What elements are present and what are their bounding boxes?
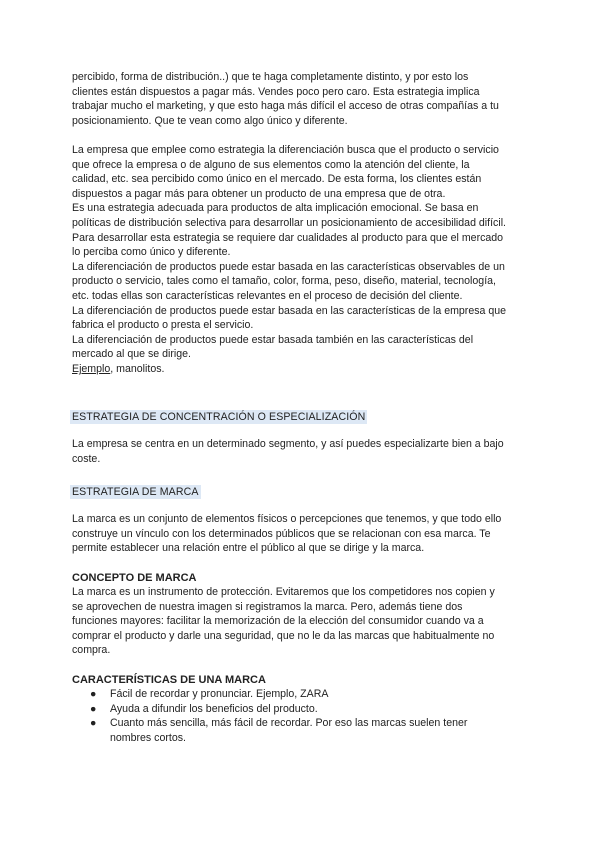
- text-line: clientes están dispuestos a pagar más. Vendes poco pero caro. Esta estrategia implica: [72, 85, 480, 98]
- subheading-caracteristicas: [72, 673, 532, 687]
- text-line: que ofrece la empresa o de alguno de sus elementos como la atención del cliente, la: [72, 158, 470, 171]
- text-line: mercado al que se dirige.: [72, 348, 191, 361]
- text-line: construye un vínculo con los determinados públicos que se relacionan con esa marca. Te: [72, 527, 491, 540]
- subheading: CARACTERÍSTICAS DE UNA MARCA: [72, 674, 266, 686]
- text-line: percibido, forma de distribución..) que te haga completamente distinto, y por esto los: [72, 71, 469, 83]
- text-line: trabajar mucho el marketing, y que esto haga más difícil el acceso de otras compañías a tu: [72, 100, 499, 113]
- bullet-icon: ●: [90, 688, 97, 700]
- paragraph-concepto: [72, 585, 532, 658]
- text-line: etc. todas ellas son características relevantes en el proceso de decisión del cliente.: [72, 289, 463, 302]
- text-line: permite establecer una relación entre el público al que se dirige y la marca.: [72, 542, 425, 555]
- text-line: fabrica el producto o presta el servicio.: [72, 319, 254, 332]
- subheading-concepto: [72, 571, 532, 585]
- text-line: dispuestos a pagar más para obtener un producto de una empresa que de otra.: [72, 187, 446, 200]
- text-line: La diferenciación de productos puede estar basada en las características observables de un: [72, 260, 505, 273]
- text-line: La diferenciación de productos puede estar basada también en las características del: [72, 333, 474, 346]
- text-line: lo perciba como único y diferente.: [72, 246, 231, 259]
- section-heading-concentracion: [72, 407, 532, 425]
- list-item: [72, 702, 532, 717]
- text-line: coste.: [72, 452, 101, 465]
- text-line: políticas de distribución selectiva para desarrollar un posicionamiento de accesibilidad difícil.: [72, 216, 506, 229]
- section-heading-marca: [72, 482, 532, 500]
- list-item: [72, 687, 532, 702]
- bullet-icon: ●: [90, 717, 97, 730]
- text-line: calidad, etc. sea percibido como único en el mercado. De esta forma, los clientes están: [72, 173, 482, 186]
- bullet-icon: ●: [90, 702, 97, 715]
- text-line: comprar el producto y darle una seguridad, que no le da las marcas que habitualmente no: [72, 629, 495, 642]
- example-text: , manolitos.: [110, 362, 165, 375]
- text-line: Ayuda a difundir los beneficios del producto.: [110, 702, 318, 715]
- paragraph-marca: [72, 512, 532, 556]
- list-item: [72, 716, 532, 745]
- text-line: compra.: [72, 644, 111, 657]
- text-line: funciones mayores: facilitar la memorización de la elección del consumidor cuando va a: [72, 615, 484, 628]
- text-line: Cuanto más sencilla, más fácil de recordar. Por eso las marcas suelen tener: [110, 717, 468, 730]
- paragraph-diferenciacion: [72, 143, 532, 377]
- paragraph-intro: [72, 70, 532, 128]
- text-line: Para desarrollar esta estrategia se requiere dar cualidades al producto para que el mercado: [72, 231, 504, 244]
- text-line: producto o servicio, tales como el tamaño, color, forma, peso, diseño, material, tecnología,: [72, 275, 496, 288]
- example-line: [72, 362, 532, 377]
- text-line: Fácil de recordar y pronunciar. Ejemplo, ZARA: [110, 688, 329, 700]
- text-line: La empresa se centra en un determinado segmento, y así puedes especializarte bien a bajo: [72, 438, 504, 450]
- text-line: Es una estrategia adecuada para productos de alta implicación emocional. Se basa en: [72, 202, 479, 215]
- subheading: CONCEPTO DE MARCA: [72, 572, 197, 584]
- text-line: nombres cortos.: [110, 731, 186, 744]
- text-line: La marca es un instrumento de protección. Evitaremos que los competidores nos copien y: [72, 586, 495, 598]
- bullet-list: [72, 687, 532, 745]
- highlighted-heading: ESTRATEGIA DE MARCA: [72, 486, 199, 498]
- highlighted-heading: ESTRATEGIA DE CONCENTRACIÓN O ESPECIALIZACIÓN: [72, 411, 366, 423]
- example-label: Ejemplo: [72, 362, 111, 375]
- text-line: La marca es un conjunto de elementos físicos o percepciones que tenemos, y que todo ello: [72, 513, 502, 525]
- paragraph-concentracion: [72, 437, 532, 466]
- text-line: se aprovechen de nuestra imagen si registramos la marca. Pero, además tiene dos: [72, 600, 463, 613]
- text-line: posicionamiento. Que te vean como algo único y diferente.: [72, 114, 348, 127]
- text-line: La empresa que emplee como estrategia la diferenciación busca que el producto o servicio: [72, 144, 499, 156]
- text-line: La diferenciación de productos puede estar basada en las características de la empresa que: [72, 304, 507, 317]
